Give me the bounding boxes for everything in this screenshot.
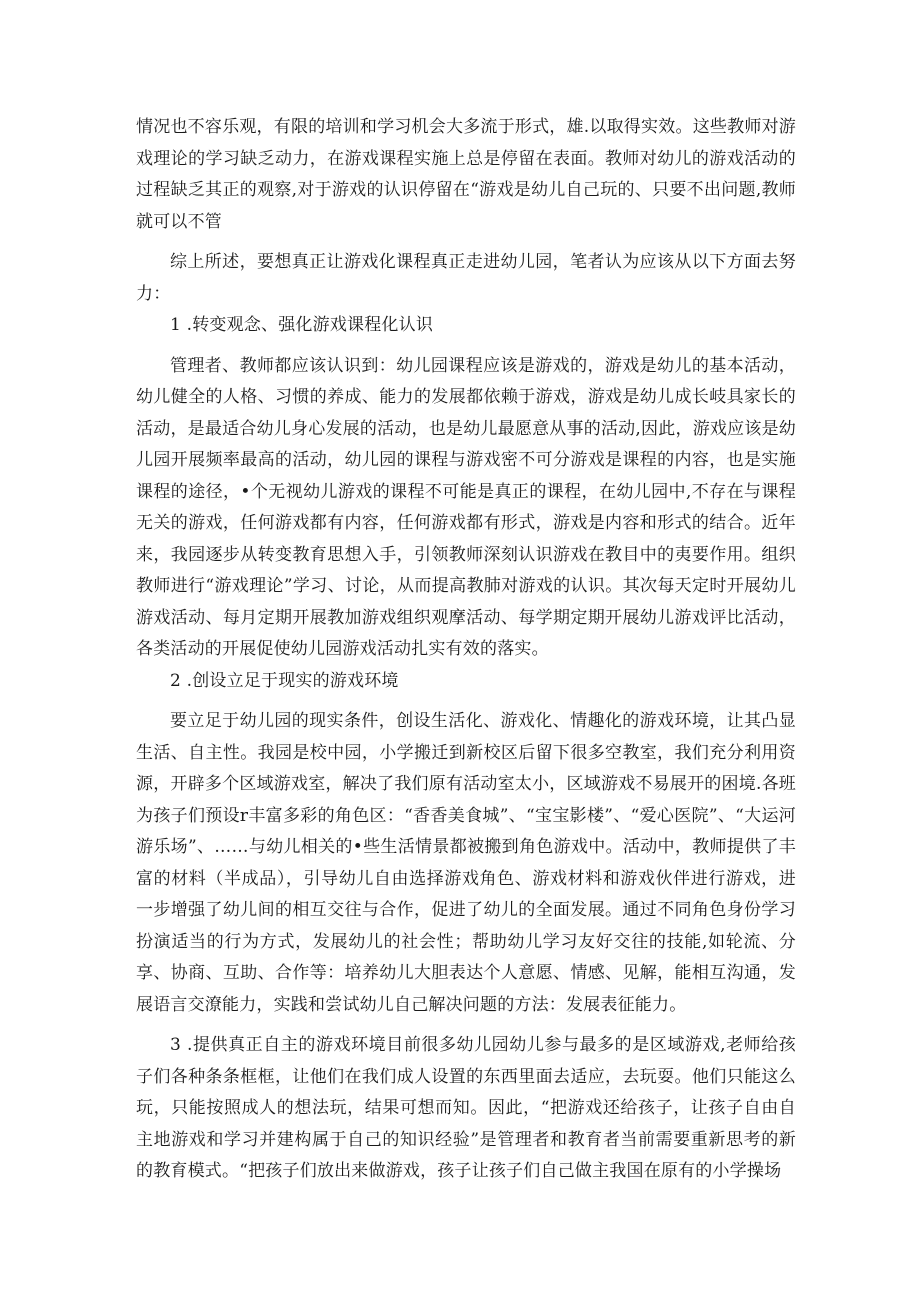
paragraph-summary: 综上所述，要想真正让游戏化课程真正走进幼儿园，笔者认为应该从以下方面去努力： [136, 252, 796, 304]
section-heading-1: 1 .转变观念、强化游戏课程化认识 [170, 315, 434, 335]
section-heading-2: 2 .创设立足于现实的游戏环境 [170, 670, 399, 691]
paragraph-section-1: 管理者、教师都应该认识到：幼儿园课程应该是游戏的，游戏是幼儿的基本活动，幼儿健全的人格、习惯的养成、能力的发展都依赖于游戏，游戏是幼儿成长岐具家长的活动，是最适合幼儿身心发展的活动，也是幼儿最愿意从事的活动,因此，游戏应该是幼儿园开展频率最高的活动，幼儿园的课程与游戏密不可分游戏是课程的内容，也是实施课程的途径，•个无视幼儿游戏的课程不可能是真正的课程，在幼儿园中,不存在与课程无关的游戏，任何游戏都有内容，任何游戏都有形式，游戏是内容和形式的结合。近年来，我园逐步从转变教育思想入手，引领教师深刻认识游戏在教目中的夷要作用。组织教师进行“游戏理论”学习、讨论，从而提高教肺对游戏的认识。其次每天定时开展幼儿游戏活动、每月定期开展教加游戏组织观摩活动、每学期定期开展幼儿游戏评比活动，各类活动的开展促使幼儿园游戏活动扎实有效的落实。 [136, 355, 796, 659]
document-page [136, 112, 796, 1188]
paragraph-section-2: 要立足于幼儿园的现实条件，创设生活化、游戏化、情趣化的游戏环境，让其凸显生活、自主性。我园是校中园，小学搬迁到新校区后留下很多空教室，我们充分利用资源，开辟多个区域游戏室，解决了我们原有活动室太小，区域游戏不易展开的困境.各班为孩子们预设r丰富多彩的角色区：“香香美食城”、“宝宝影楼”、“爱心医院”、“大运河游乐场”、……与幼儿相关的•些生活情景都被搬到角色游戏中。活动中，教师提供了丰富的材料（半成品），引导幼儿自由选择游戏角色、游戏材料和游戏伙伴进行游戏，进一步增强了幼儿间的相互交往与合作，促进了幼儿的全面发展。通过不同角色身份学习扮演适当的行为方式，发展幼儿的社会性；帮助幼儿学习友好交往的技能,如轮流、分享、协商、互助、合作等：培养幼儿大胆表达个人意愿、情感、见解，能相互沟通，发展语言交潦能力，实践和尝试幼儿自己解决问题的方法：发展表征能力。 [136, 711, 796, 1015]
paragraph-continuation: 情况也不容乐观，有限的培训和学习机会大多流于形式，雄.以取得实效。这些教师对游戏理论的学习缺乏动力，在游戏课程实施上总是停留在表面。教师对幼儿的游戏活动的过程缺乏其正的观察,对于游戏的认识停留在“游戏是幼儿自己玩的、只要不出问题,教师就可以不管 [136, 117, 796, 232]
paragraph-section-3: 3 .提供真正自主的游戏环境目前很多幼儿园幼儿参与最多的是区域游戏,老师给孩子们各种条条框框，让他们在我们成人设置的东西里面去适应，去玩耍。他们只能这么玩，只能按照成人的想法玩，结果可想而知。因此，“把游戏还给孩子，让孩子自由自主地游戏和学习并建构属于自己的知识经验”是管理者和教育者当前需要重新思考的新的教育模式。“把孩子们放出来做游戏，孩子让孩子们自己做主我国在原有的小学操场 [136, 1035, 796, 1181]
